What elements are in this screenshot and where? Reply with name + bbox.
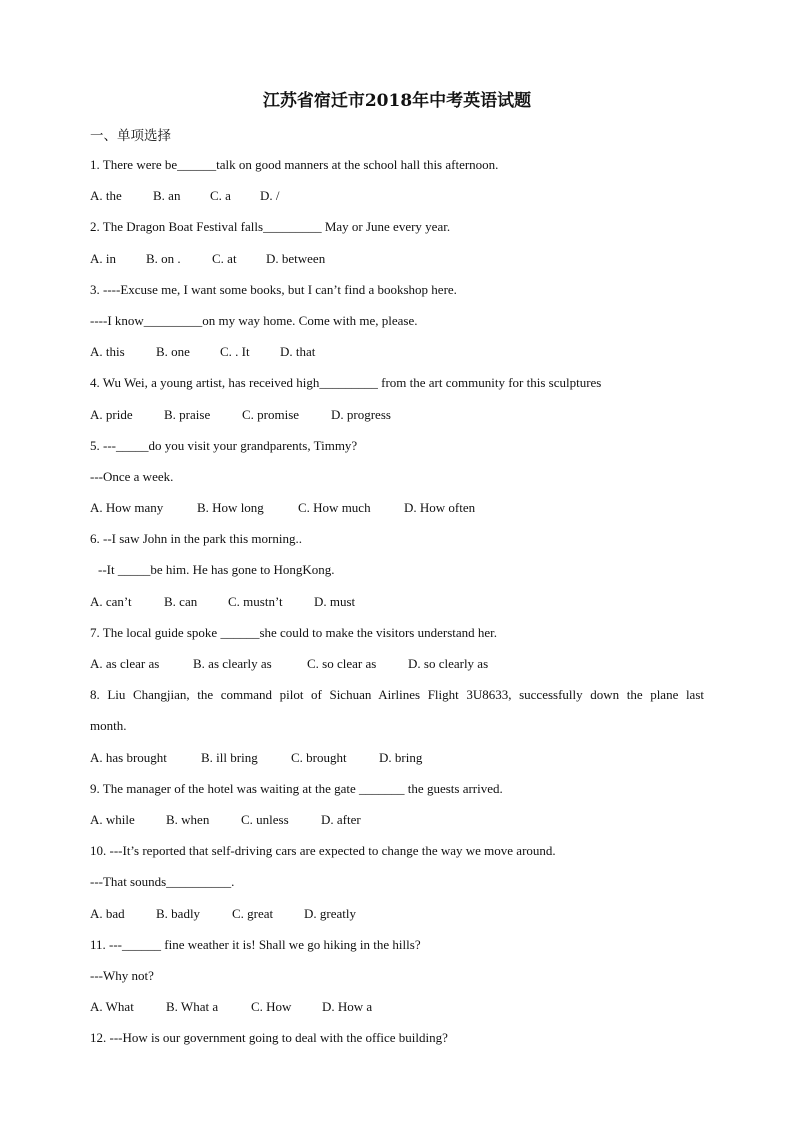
option: D. progress: [331, 406, 391, 422]
option: D. that: [280, 344, 316, 360]
option: C. great: [232, 905, 274, 921]
option: B. one: [156, 344, 190, 360]
option: A. What: [90, 999, 134, 1015]
option-row: [90, 654, 704, 685]
option: C. so clear as: [307, 656, 377, 671]
question-stem: 6. --I saw John in the park this morning..: [90, 531, 302, 547]
question-stem: 12. ---How is our government going to deal with the office building?: [90, 1030, 448, 1046]
section-heading: 一、单项选择: [90, 128, 171, 144]
option: D. must: [314, 593, 356, 609]
option: A. as clear as: [90, 656, 160, 671]
option: B. How long: [197, 500, 264, 516]
option: C. promise: [242, 406, 300, 422]
option: D. bring: [379, 749, 423, 765]
option: A. this: [90, 344, 125, 360]
option: C. How: [251, 999, 292, 1015]
option: D. How a: [322, 999, 373, 1015]
question-stem: 3. ----Excuse me, I want some books, but I can’t find a bookshop here.: [90, 281, 457, 297]
option: B. as clearly as: [193, 656, 272, 671]
question-stem-continued: month.: [90, 718, 127, 734]
option-row: [90, 342, 704, 373]
question-stem: 11. ---______ fine weather it is! Shall we go hiking in the hills?: [90, 936, 421, 952]
option: B. an: [153, 188, 181, 204]
option-row: [90, 748, 704, 779]
option: B. badly: [156, 905, 201, 921]
option: C. mustn’t: [228, 593, 283, 609]
option: A. pride: [90, 406, 133, 422]
question-stem: 8. Liu Changjian, the command pilot of Sichuan Airlines Flight 3U8633, successfully down the plane last: [90, 687, 704, 703]
option: A. has brought: [90, 749, 167, 765]
option: D. How often: [404, 500, 476, 516]
option: C. unless: [241, 811, 289, 827]
option: B. praise: [164, 406, 211, 422]
question-reply: ---Why not?: [90, 967, 154, 983]
question-reply: ---Once a week.: [90, 468, 174, 484]
option-row: [90, 904, 704, 935]
option: A. while: [90, 811, 135, 827]
option: D. after: [321, 811, 361, 827]
question-reply: ---That sounds__________.: [90, 874, 235, 890]
option: A. in: [90, 250, 116, 266]
question-stem: 7. The local guide spoke ______she could to make the visitors understand her.: [90, 624, 498, 640]
question-reply: ----I know_________on my way home. Come with me, please.: [90, 312, 418, 328]
question-stem: 10. ---It’s reported that self-driving cars are expected to change the way we move around.: [90, 843, 556, 859]
option-row: [90, 997, 704, 1028]
option: C. How much: [298, 500, 371, 516]
option-row: [90, 186, 704, 217]
option-row: [90, 498, 704, 529]
option: D. /: [260, 188, 280, 204]
question-stem: 5. ---_____do you visit your grandparents, Timmy?: [90, 437, 358, 453]
question-reply: --It _____be him. He has gone to HongKong.: [98, 562, 335, 578]
option: B. when: [166, 811, 210, 827]
option: A. bad: [90, 905, 125, 921]
question-list: [90, 155, 704, 1059]
question-stem: 4. Wu Wei, a young artist, has received high_________ from the art community for this sculptures: [90, 375, 602, 391]
option-row: [90, 592, 704, 623]
question-stem: 2. The Dragon Boat Festival falls_________ May or June every year.: [90, 219, 451, 235]
option: D. between: [266, 250, 326, 266]
option-row: [90, 405, 704, 436]
option: C. brought: [291, 749, 347, 765]
option: A. the: [90, 188, 122, 204]
option: D. so clearly as: [408, 656, 489, 671]
question-stem: 1. There were be______talk on good manners at the school hall this afternoon.: [90, 157, 499, 172]
option-row: [90, 810, 704, 841]
option: B. What a: [166, 999, 219, 1015]
option: B. ill bring: [201, 749, 258, 765]
option: C. a: [210, 188, 231, 204]
question-stem: 9. The manager of the hotel was waiting at the gate _______ the guests arrived.: [90, 780, 503, 796]
option: D. greatly: [304, 905, 356, 921]
document-title: 江苏省宿迁市2018年中考英语试题: [262, 91, 532, 111]
option: A. can’t: [90, 593, 132, 609]
option: B. on .: [146, 250, 181, 266]
option: C. . It: [220, 344, 250, 360]
option: B. can: [164, 593, 198, 609]
option-row: [90, 249, 704, 280]
option: C. at: [212, 250, 237, 266]
option: A. How many: [90, 500, 164, 516]
